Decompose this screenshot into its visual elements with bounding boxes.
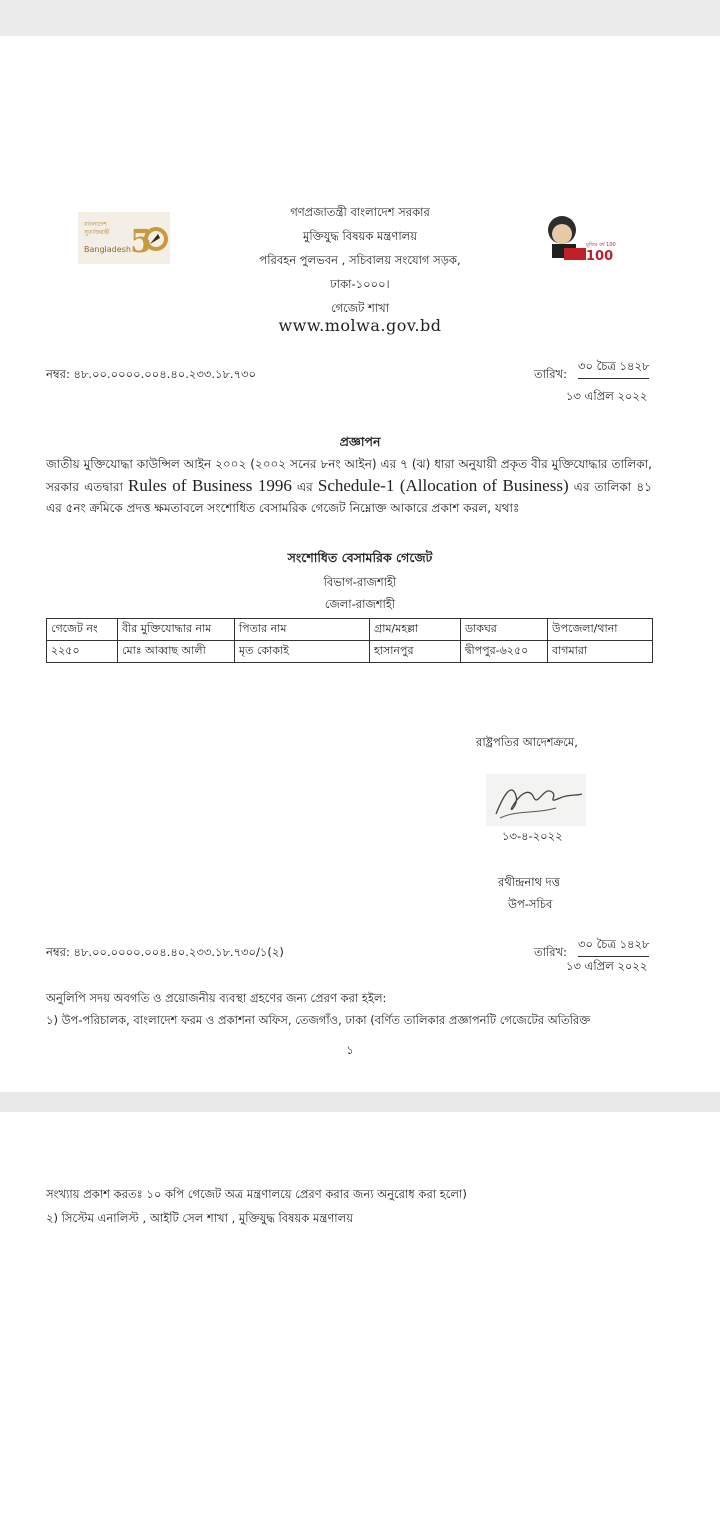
table-header-cell: উপজেলা/থানা [548,619,653,641]
header-address: পরিবহন পুলভবন , সচিবালয় সংযোগ সড়ক, [259,253,461,267]
copy-item-2: ২) সিস্টেম এনালিস্ট , আইটি সেল শাখা , মুক্তিযুদ্ধ বিষয়ক মন্ত্রণালয় [46,1211,353,1225]
header-ministry: মুক্তিযুদ্ধ বিষয়ক মন্ত্রণালয় [302,229,418,243]
logo-right-text: মুজিব বর্ষ 100 [586,242,616,248]
document-page-2 [0,1112,720,1520]
bangladesh-50-logo [78,212,170,264]
website-link[interactable]: www.molwa.gov.bd [278,316,442,335]
gazette-table [46,618,653,663]
svg-text:বাংলাদেশ: বাংলাদেশ [84,221,107,228]
table-cell: ২২৫০ [47,641,118,663]
header-city: ঢাকা-১০০০। [330,277,390,291]
page-number: ১ [346,1043,354,1057]
document-page-1 [0,36,720,1092]
division-label: বিভাগ-রাজশাহী [323,575,397,589]
table-cell: বাগমারা [548,641,653,663]
table-header-cell: পিতার নাম [235,619,370,641]
table-header-cell: গ্রাম/মহল্লা [370,619,461,641]
date-label: তারিখ: [534,367,568,381]
table-cell: হাসানপুর [370,641,461,663]
svg-text:সুবর্ণজয়ন্তী: সুবর্ণজয়ন্তী [84,229,110,236]
copy-item-1-continued: সংখ্যায় প্রকাশ করতঃ ১০ কপি গেজেট অত্র মন্ত্রণালয়ে প্রেরণ করার জন্য অনুরোধ করা হলো) [46,1187,467,1201]
memo2-date-english: ১৩ এপ্রিল ২০২২ [566,959,648,973]
copy-item-1: ১) উপ-পরিচালক, বাংলাদেশ ফরম ও প্রকাশনা অফিস, তেজগাঁও, ঢাকা (বর্ণিত তালিকার প্রজ্ঞাপনটি গেজেটের অতিরিক্ত [46,1013,591,1027]
table-cell: মৃত কোকাই [235,641,370,663]
table-header-cell: গেজেট নং [47,619,118,641]
signature-image [486,774,586,826]
date-english: ১৩ এপ্রিল ২০২২ [566,389,648,403]
signatory-designation: উপ-সচিব [508,897,553,911]
notification-body: জাতীয় মুক্তিযোদ্ধা কাউন্সিল আইন ২০০২ (২০০২ সনের ৮নং আইন) এর ৭ (ঝ) ধারা অনুযায়ী প্রকৃত বীর মুক্তিযোদ্ধার তালিকা, সরকার এতদ্বারা Rules of Business 1996 এর Schedule-1 (Allocation of Business) এর তালিকা ৪১ এর ৫নং ক্রমিকে প্রদত্ত ক্ষমতাবলে সংশোধিত বেসামরিক গেজেট নিম্নোক্ত আকারে প্রকাশ করল, যথাঃ [46,457,652,515]
mujib-100-logo [538,208,616,268]
copies-intro: অনুলিপি সদয় অবগতি ও প্রয়োজনীয় ব্যবস্থা গ্রহণের জন্য প্রেরণ করা হইল: [46,991,387,1005]
date-bangla: ৩০ চৈত্র ১৪২৮ [578,358,649,379]
header-section: গেজেট শাখা [330,301,390,315]
viewer-top-strip [0,0,720,36]
logo-left-text: Bangladesh [84,245,131,254]
signature-date: ১৩-৪-২০২২ [502,829,563,843]
table-header-cell: ডাকঘর [461,619,548,641]
svg-text:100: 100 [586,249,614,264]
memo-number: নম্বর: ৪৮.০০.০০০০.০০৪.৪০.২৩৩.১৮.৭৩০ [46,367,257,381]
table-header-cell: বীর মুক্তিযোদ্ধার নাম [118,619,235,641]
svg-text:5: 5 [130,222,153,260]
presidential-order: রাষ্ট্রপতির আদেশক্রমে, [476,735,578,749]
memo2-number: নম্বর: ৪৮.০০.০০০০.০০৪.৪০.২৩৩.১৮.৭৩০/১(২) [46,945,284,959]
signatory-name: রথীন্দ্রনাথ দত্ত [498,875,560,889]
table-cell: মোঃ আব্বাছ আলী [118,641,235,663]
header-gov: গণপ্রজাতন্ত্রী বাংলাদেশ সরকার [290,205,430,219]
memo2-date-label: তারিখ: [534,945,568,959]
notification-title: প্রজ্ঞাপন [339,434,381,449]
table-header-row [47,619,653,641]
district-label: জেলা-রাজশাহী [324,597,396,611]
table-cell: দ্বীপপুর-৬২৫০ [461,641,548,663]
memo2-date-bangla: ৩০ চৈত্র ১৪২৮ [578,936,649,957]
gazette-subtitle: সংশোধিত বেসামরিক গেজেট [287,550,433,565]
table-row [47,641,653,663]
